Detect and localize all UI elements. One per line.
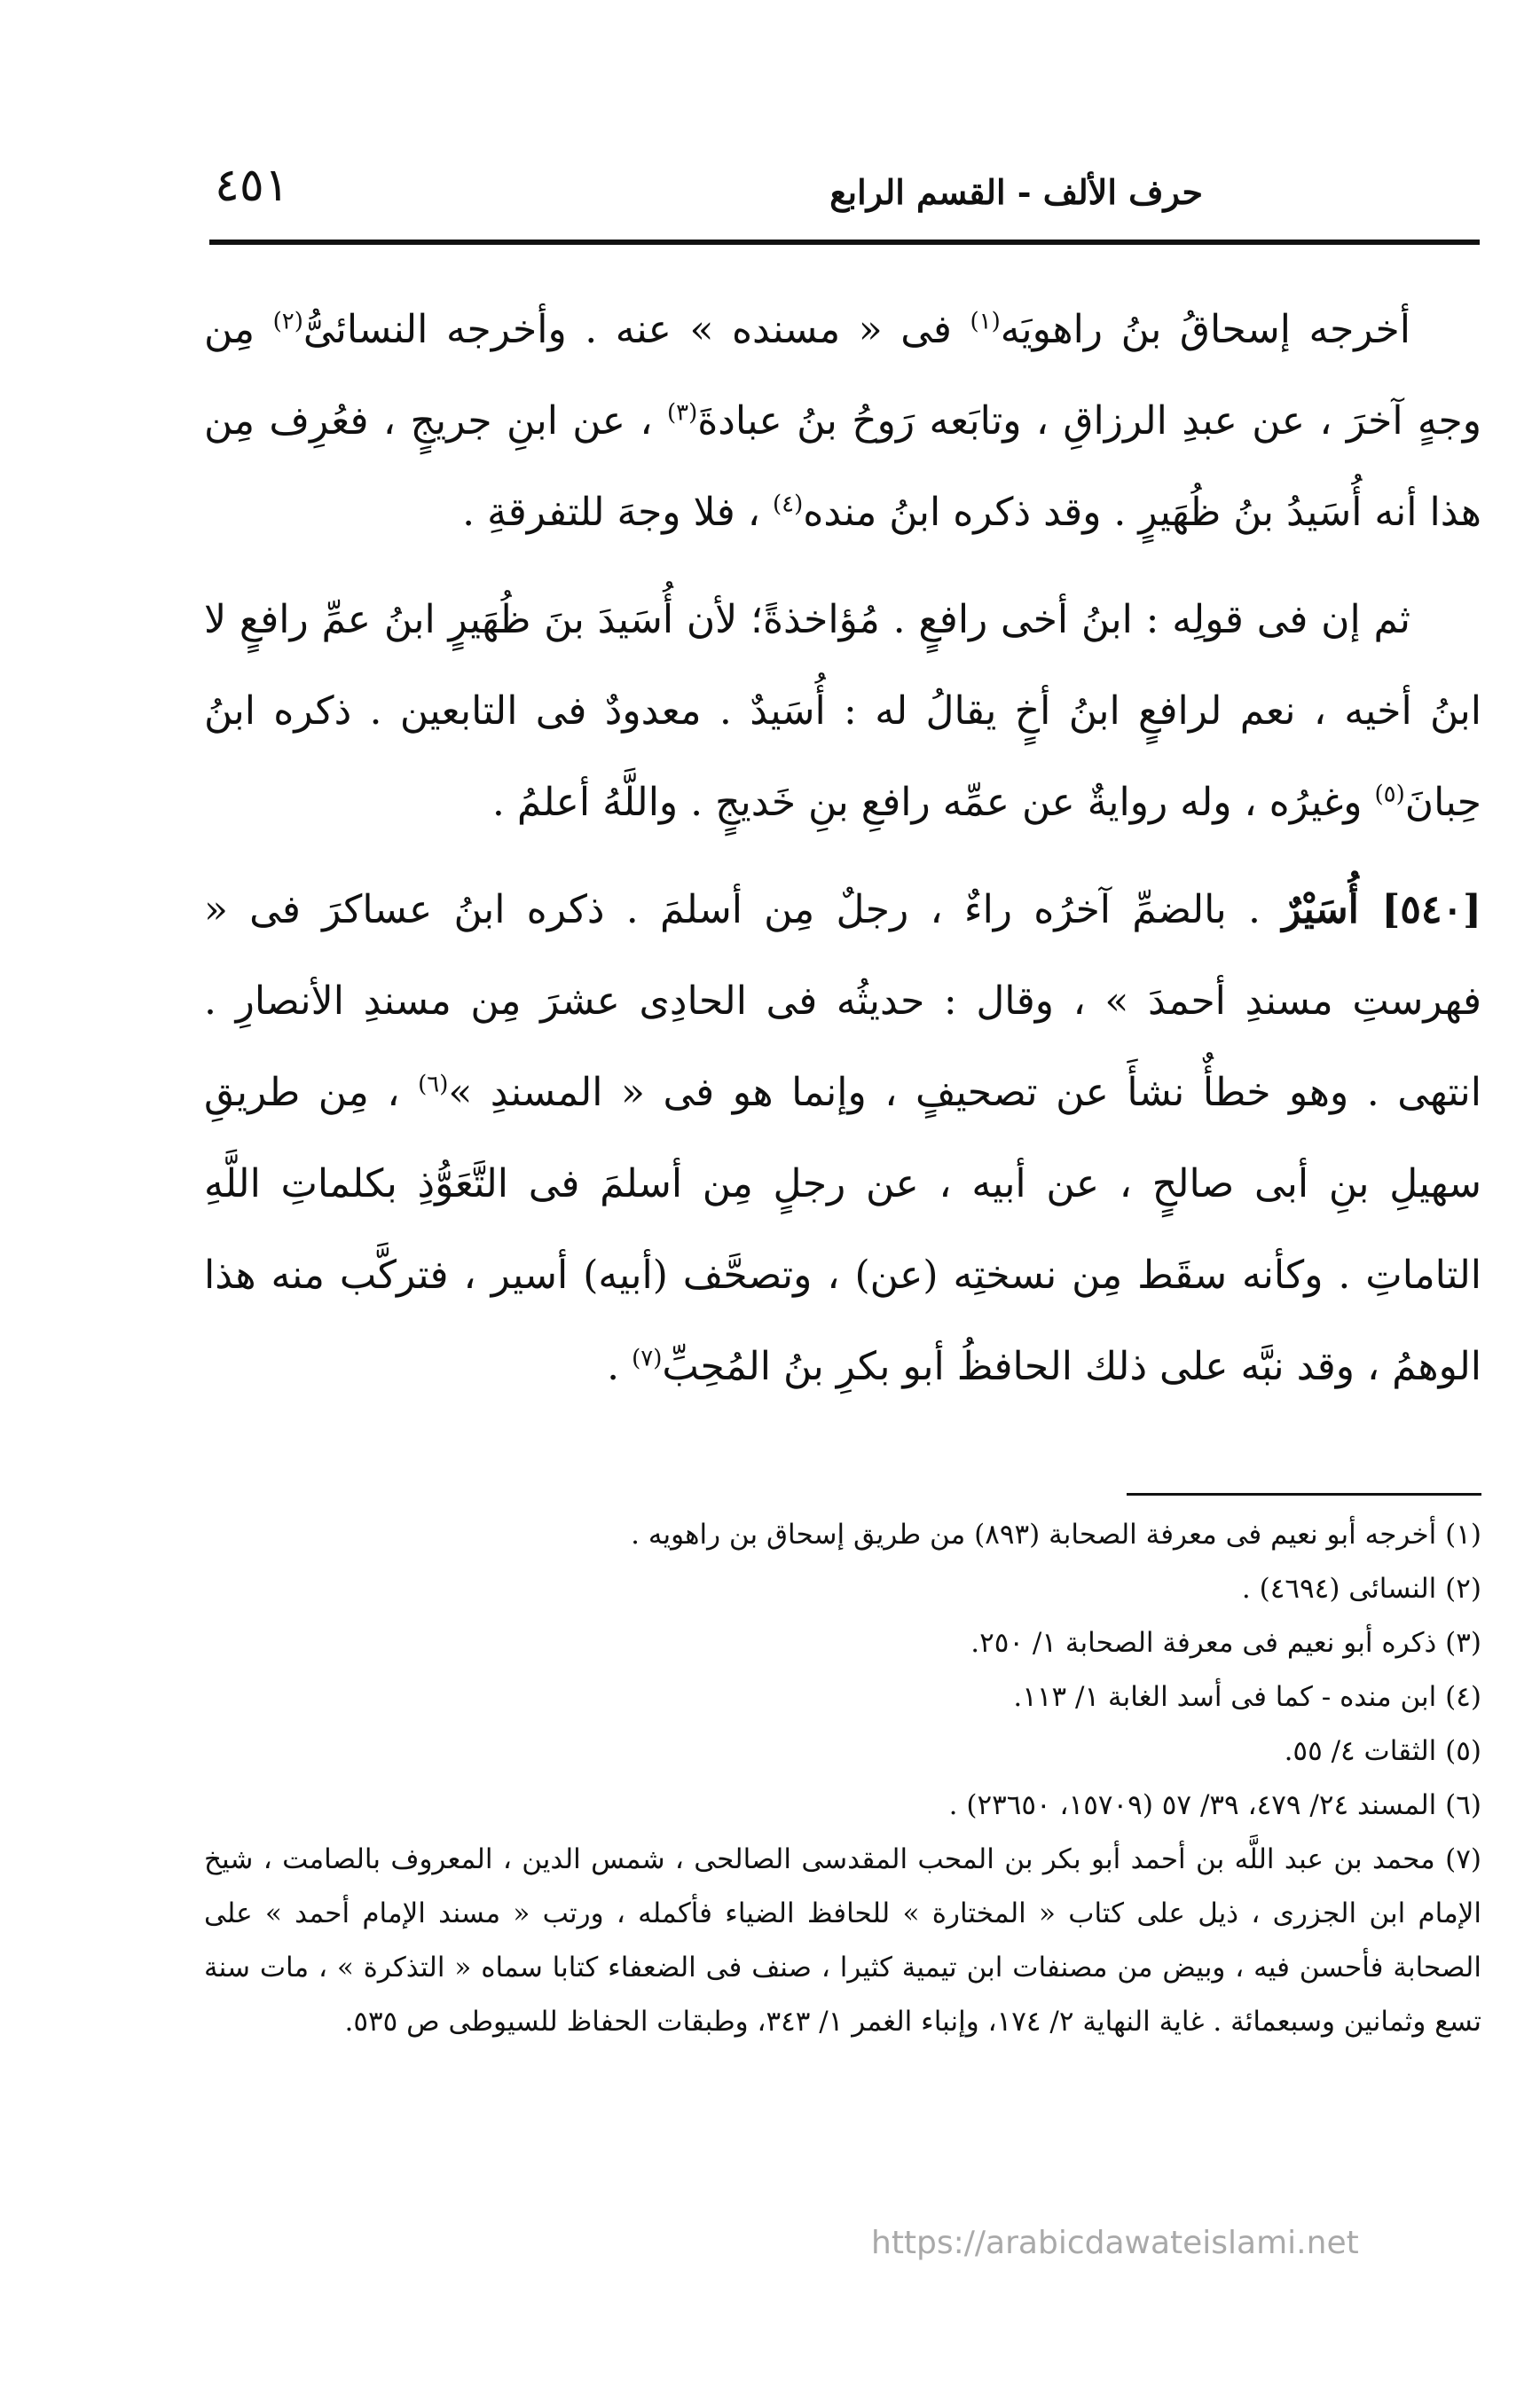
entry-name: أُسَيْرٌ	[1282, 887, 1382, 932]
text-run: . بالضمِّ آخرُه راءٌ ، رجلٌ مِن أسلمَ . ذكره ابنُ عساكرَ فى « فهرستِ مسندِ أحمدَ » ، وقال : حديثُه فى الحادِى عشرَ مِن مسندِ الأنصارِ . انتهى . وهو خطأٌ نشأَ عن تصحيفٍ ، وإنما هو فى « المسندِ »	[204, 887, 1481, 1115]
footnote-ref-1[interactable]: (١)	[970, 308, 1001, 335]
text-run: فى « مسنده » عنه . وأخرجه النسائىُّ	[302, 307, 970, 352]
entry-540	[204, 864, 1481, 1412]
footnote-1: (١) أخرجه أبو نعيم فى معرفة الصحابة (٨٩٣) من طريق إسحاق بن راهويه .	[631, 1519, 1481, 1551]
footnote-4: (٤) ابن منده - كما فى أسد الغابة ١/ ١١٣.	[1013, 1681, 1481, 1713]
footnote-ref-5[interactable]: (٥)	[1374, 781, 1405, 808]
text-run: .	[607, 1344, 632, 1389]
running-header	[209, 155, 1478, 226]
paragraph-2	[204, 574, 1481, 848]
header-rule	[209, 240, 1480, 245]
text-run: ، مِن طريقِ سهيلِ بنِ أبى صالحٍ ، عن أبيه ، عن رجلٍ مِن أسلمَ فى التَّعَوُّذِ بكلماتِ اللَّهِ التاماتِ . وكأنه سقَط مِن نسختِه (عن) ، وتصحَّف (أبيه) أسير ، فتركَّب منه هذا الوهمُ ، وقد نبَّه على ذلك الحافظُ أبو بكرِ بنُ المُحِبِّ	[204, 1070, 1481, 1389]
running-title: حرف الألف - القسم الرابع	[829, 172, 1203, 212]
footnote-rule	[1127, 1493, 1481, 1496]
footnotes	[204, 1508, 1481, 2049]
footnote-ref-2[interactable]: (٢)	[272, 308, 303, 335]
entry-number: [٥٤٠]	[1381, 887, 1481, 932]
text-run: أخرجه إسحاقُ بنُ راهويَه	[1000, 307, 1410, 352]
text-run: ، عن ابنِ جريجٍ ، فعُرِف مِن هذا أنه أُسَيدُ بنُ ظُهَيرٍ . وقد ذكره ابنُ منده	[204, 398, 1481, 535]
footnote-ref-3[interactable]: (٣)	[666, 399, 698, 427]
footnote-7: (٧) محمد بن عبد اللَّه بن أحمد أبو بكر بن المحب المقدسى الصالحى ، شمس الدين ، المعروف بالصامت ، شيخ الإمام ابن الجزرى ، ذيل على كتاب « المختارة » للحافظ الضياء فأكمله ، ورتب « مسند الإمام أحمد » على الصحابة فأحسن فيه ، وبيض من مصنفات ابن تيمية كثيرا ، صنف فى الضعفاء كتابا سماه « التذكرة » ، مات سنة تسع وثمانين وسبعمائة . غاية النهاية ٢/ ١٧٤، وإنباء الغمر ١/ ٣٤٣، وطبقات الحفاظ للسيوطى ص ٥٣٥.	[204, 1843, 1481, 2038]
footnote-2: (٢) النسائى (٤٦٩٤) .	[1241, 1573, 1481, 1605]
page-number: ٤٥١	[215, 159, 289, 212]
paragraph-1	[204, 284, 1481, 558]
footnote-ref-7[interactable]: (٧)	[632, 1345, 663, 1372]
footnote-ref-6[interactable]: (٦)	[418, 1071, 449, 1098]
footnote-5: (٥) الثقات ٤/ ٥٥.	[1284, 1735, 1481, 1767]
footnote-6: (٦) المسند ٢٤/ ٤٧٩، ٣٩/ ٥٧ (١٥٧٠٩، ٢٣٦٥٠) .	[948, 1789, 1481, 1821]
main-text	[204, 284, 1481, 1428]
text-run: ثم إن فى قولِه : ابنُ أخى رافعٍ . مُؤاخذةً؛ لأن أُسَيدَ بنَ ظُهَيرٍ ابنُ عمِّ رافعٍ لا ابنُ أخيه ، نعم لرافعٍ ابنُ أخٍ يقالُ له : أُسَيدٌ . معدودٌ فى التابعين . ذكره ابنُ حِبانَ	[204, 597, 1481, 825]
text-run: مِن وجهٍ آخرَ ، عن عبدِ الرزاقِ ، وتابَعه رَوحُ بنُ عبادةَ	[204, 307, 1481, 444]
text-run: وغيرُه ، وله روايةٌ عن عمِّه رافعِ بنِ خَديجٍ . واللَّهُ أعلمُ .	[491, 780, 1375, 825]
footnote-ref-4[interactable]: (٤)	[773, 491, 804, 518]
text-run: ، فلا وجهَ للتفرقةِ .	[462, 490, 773, 535]
footnote-3: (٣) ذكره أبو نعيم فى معرفة الصحابة ١/ ٢٥٠.	[970, 1627, 1481, 1659]
watermark-url: https://arabicdawateislami.net	[871, 2225, 1359, 2261]
